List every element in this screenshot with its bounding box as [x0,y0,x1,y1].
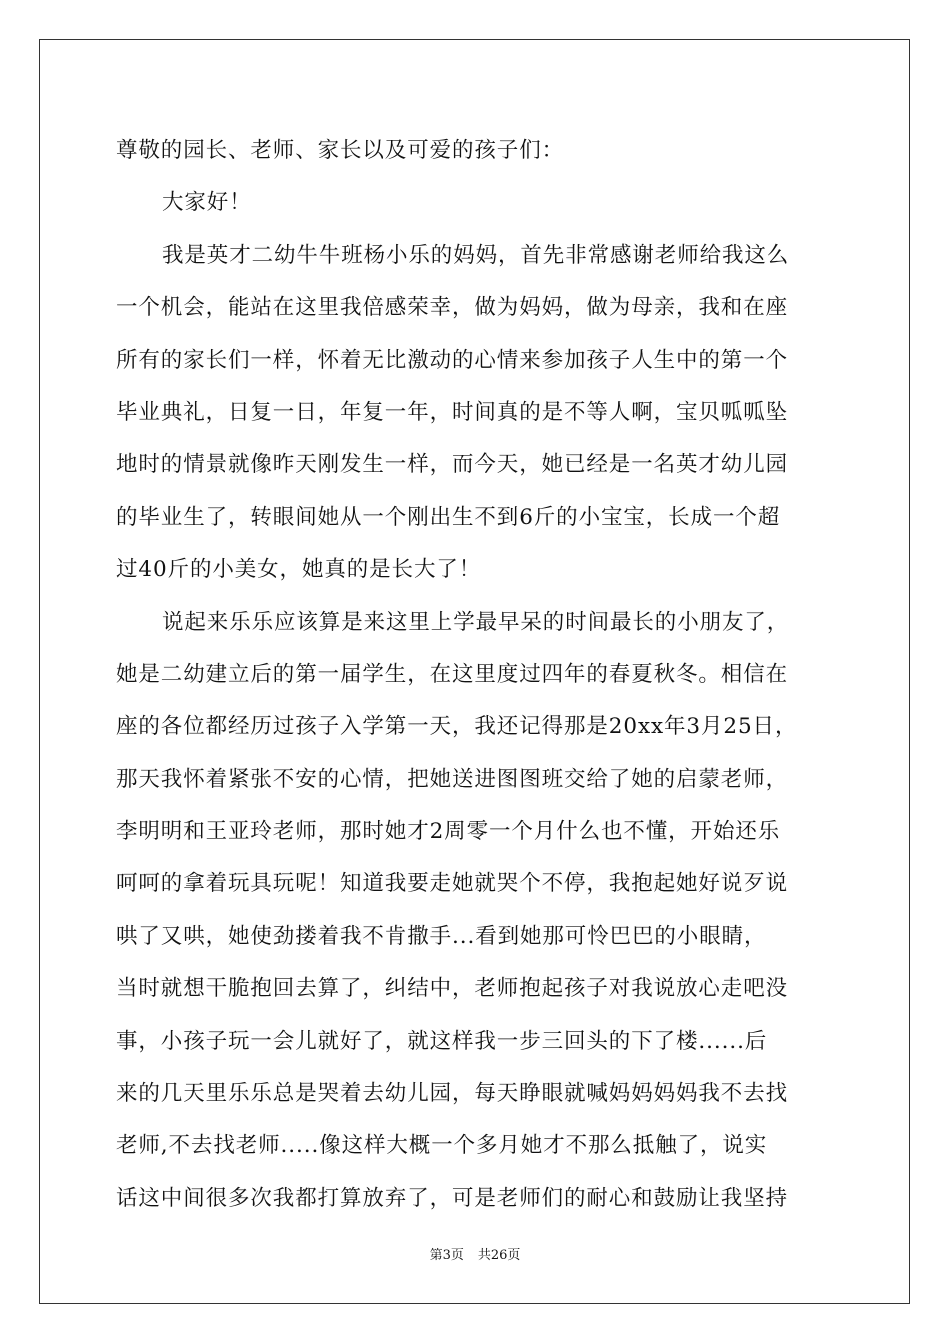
text-line: 话这中间很多次我都打算放弃了，可是老师们的耐心和鼓励让我坚持 [116,1185,789,1211]
text-line: 老师,不去找老师.....像这样大概一个多月她才不那么抵触了，说实 [116,1133,768,1159]
text-line: 一个机会，能站在这里我倍感荣幸，做为妈妈，做为母亲，我和在座 [116,295,789,321]
page-footer [0,1248,950,1264]
text-line: 地时的情景就像昨天刚发生一样，而今天，她已经是一名英才幼儿园 [116,452,789,478]
text-line: 呵呵的拿着玩具玩呢！知道我要走她就哭个不停，我抱起她好说歹说 [116,871,789,897]
text-line: 来的几天里乐乐总是哭着去幼儿园，每天睁眼就喊妈妈妈妈我不去找 [116,1081,789,1107]
text-line: 那天我怀着紧张不安的心情，把她送进图图班交给了她的启蒙老师， [116,766,789,792]
text-line: 李明明和王亚玲老师，那时她才2周零一个月什么也不懂，开始还乐 [116,819,781,845]
text-line: 座的各位都经历过孩子入学第一天，我还记得那是20xx年3月25日， [116,714,798,740]
page-total: 共26页 [477,1248,521,1263]
document-body [116,125,834,1225]
text-line: 大家好！ [162,190,252,216]
text-line: 毕业典礼，日复一日，年复一年，时间真的是不等人啊，宝贝呱呱坠 [116,399,789,425]
text-line: 所有的家长们一样，怀着无比激动的心情来参加孩子人生中的第一个 [116,347,789,373]
page-number: 第3页 [429,1248,464,1263]
text-line: 的毕业生了，转眼间她从一个刚出生不到6斤的小宝宝，长成一个超 [116,504,781,530]
text-line: 我是英才二幼牛牛班杨小乐的妈妈，首先非常感谢老师给我这么 [162,242,790,268]
text-line: 哄了又哄，她使劲搂着我不肯撒手...看到她那可怜巴巴的小眼睛， [116,923,767,949]
text-line: 尊敬的园长、老师、家长以及可爱的孩子们： [116,138,565,163]
text-line: 说起来乐乐应该算是来这里上学最早呆的时间最长的小朋友了， [162,609,790,635]
text-line: 过40斤的小美女，她真的是长大了！ [116,557,482,583]
text-line: 她是二幼建立后的第一届学生，在这里度过四年的春夏秋冬。相信在 [116,661,789,687]
text-line: 事，小孩子玩一会儿就好了，就这样我一步三回头的下了楼......后 [116,1028,768,1054]
text-line: 当时就想干脆抱回去算了，纠结中，老师抱起孩子对我说放心走吧没 [116,976,789,1002]
